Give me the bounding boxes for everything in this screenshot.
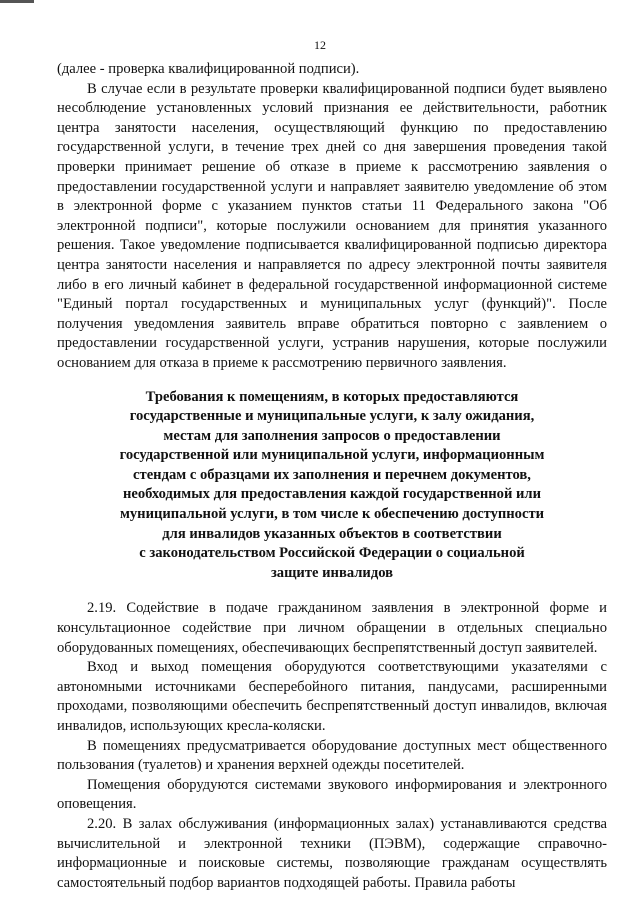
- paragraph-sound-systems: Помещения оборудуются системами звукового информирования и электронного оповещения.: [57, 776, 607, 813]
- heading-line: Требования к помещениям, в которых предоставляются: [145, 388, 519, 405]
- heading-line: местам для заполнения запросов о предоставлении: [163, 427, 501, 444]
- document-body: [57, 60, 607, 893]
- heading-line: необходимых для предоставления каждой государственной или: [122, 486, 542, 503]
- scan-corner-mark: [0, 0, 34, 3]
- heading-line: государственной или муниципальной услуги, информационным: [119, 447, 545, 464]
- page-number: 12: [314, 38, 326, 52]
- heading-line: стендам с образцами их заполнения и перечнем документов,: [133, 466, 531, 483]
- paragraph-2-19: 2.19. Содействие в подаче гражданином заявления в электронной форме и консультационное содействие при личном обращении в отдельных специально оборудованных помещениях, обеспечивающих беспрепятственный доступ заявителей.: [57, 600, 607, 656]
- paragraph-public-facilities: В помещениях предусматривается оборудование доступных мест общественного пользования (туалетов) и хранения верхней одежды посетителей.: [57, 737, 607, 774]
- paragraph-entrance-exit: Вход и выход помещения оборудуются соответствующими указателями с автономными источниками бесперебойного питания, пандусами, расширенными проходами, позволяющими обеспечить беспрепятственный доступ инвалидов, включая инвалидов, использующих кресла-коляски.: [57, 659, 607, 734]
- section-heading: [57, 388, 607, 584]
- heading-line: государственные и муниципальные услуги, к залу ожидания,: [129, 408, 535, 425]
- heading-line: для инвалидов указанных объектов в соответствии: [162, 525, 502, 542]
- paragraph-2-20: 2.20. В залах обслуживания (информационных залах) устанавливаются средства вычислительной и электронной техники (ПЭВМ), содержащие справочно-информационные и поисковые системы, позволяющие гражданам осуществлять самостоятельный подбор вариантов подходящей работы. Правила работы: [57, 815, 607, 891]
- paragraph-continuation: (далее - проверка квалифицированной подписи).: [57, 61, 360, 77]
- heading-line: муниципальной услуги, в том числе к обеспечению доступности: [119, 506, 545, 523]
- heading-line: с законодательством Российской Федерации о социальной: [139, 545, 525, 562]
- heading-line: защите инвалидов: [270, 564, 394, 581]
- paragraph-signature-check: В случае если в результате проверки квалифицированной подписи будет выявлено несоблюдение установленных условий признания ее действительности, работник центра занятости населения, осуществляющий функцию по предоставлению государственной услуги, в течение трех дней со дня завершения проведения такой проверки принимает решение об отказе в приеме к рассмотрению заявления о предоставлении государственной услуги и направляет заявителю уведомление об этом в электронной форме с указанием пунктов статьи 11 Федерального закона "Об электронной подписи", которые послужили основанием для принятия указанного решения. Такое уведомление подписывается квалифицированной подписью директора центра занятости населения и направляется по адресу электронной почты заявителя либо в его личный кабинет в федеральной государственной информационной системе "Единый портал государственных и муниципальных услуг (функций)". После получения уведомления заявитель вправе обратиться повторно с заявлением о предоставлении государственной услуги, устранив нарушения, которые послужили основанием для отказа в приеме к рассмотрению первичного заявления.: [57, 80, 607, 371]
